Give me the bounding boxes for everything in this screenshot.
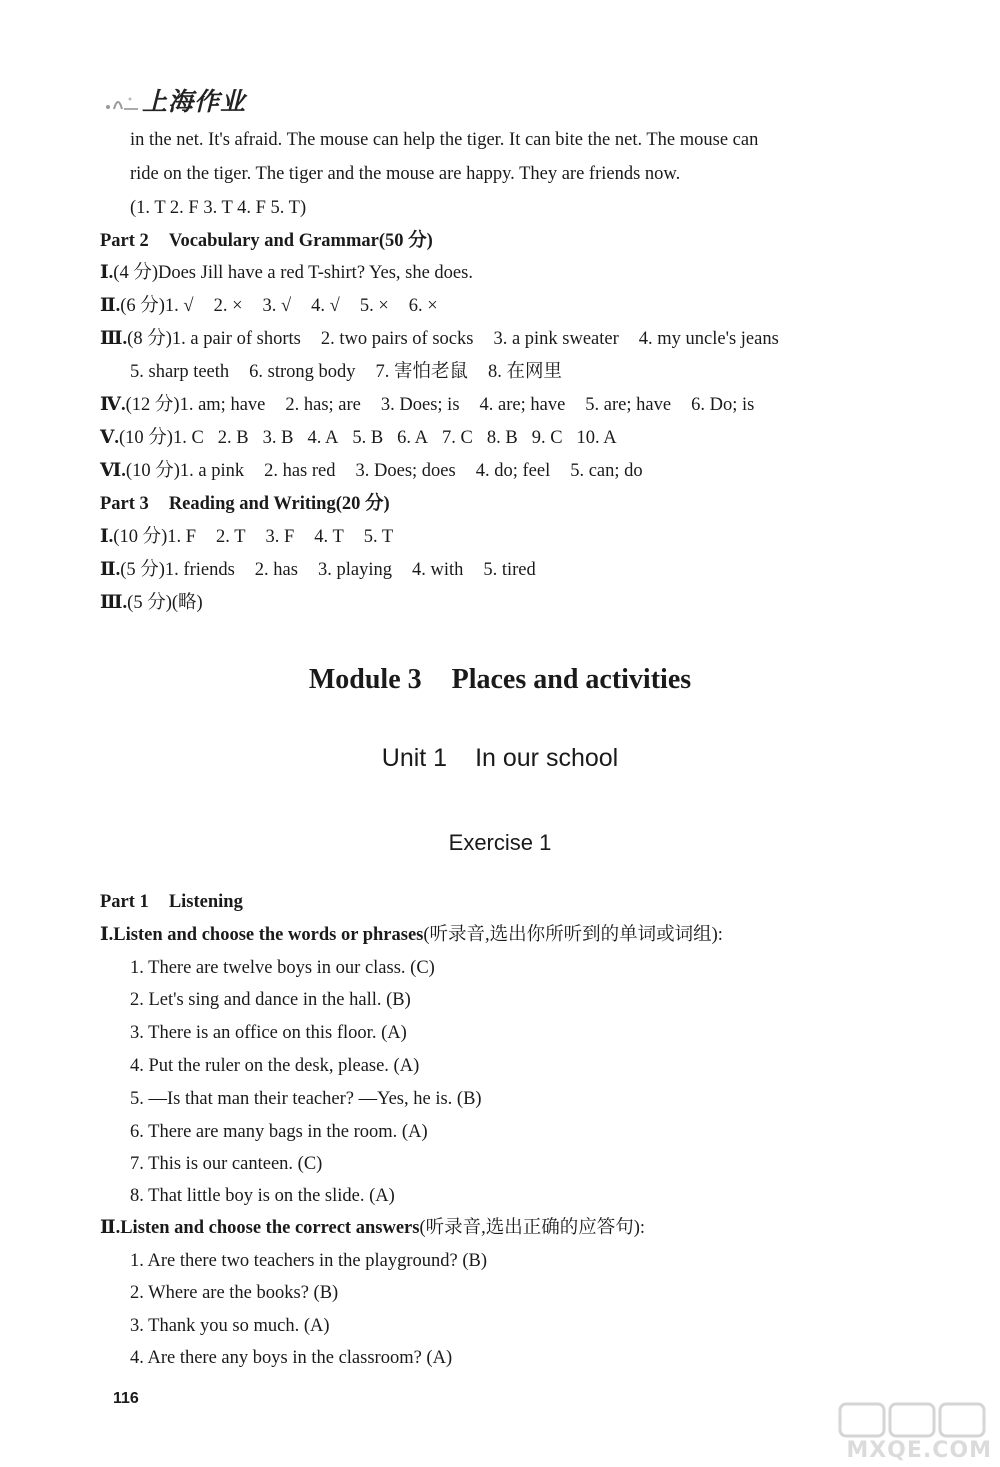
- answer-item: 4. do; feel: [475, 461, 551, 481]
- answer-item: 5. T: [363, 527, 394, 547]
- watermark-logo-icon: [820, 1400, 1000, 1440]
- answer-item: 3. F: [265, 527, 295, 547]
- answer-text: Does Jill have a red T-shirt? Yes, she does.: [157, 263, 473, 283]
- section-points: (5 分): [120, 560, 165, 580]
- section-note: (听录音,选出正确的应答句):: [419, 1218, 646, 1238]
- answer-row: [100, 294, 438, 318]
- answer-row: [100, 327, 779, 351]
- section-points: (10 分): [113, 527, 168, 547]
- part-heading: [100, 890, 243, 914]
- section-roman: Ⅴ.: [100, 428, 119, 448]
- answer-item: 5. can; do: [570, 461, 643, 481]
- list-item: 4. Put the ruler on the desk, please. (A): [130, 1056, 420, 1076]
- section-roman: Ⅳ.: [100, 395, 126, 415]
- section-roman: Ⅰ.: [100, 527, 114, 547]
- section-roman: Ⅲ.: [100, 593, 128, 613]
- story-answers: (1. T 2. F 3. T 4. F 5. T): [130, 198, 307, 218]
- list-item: 3. There is an office on this floor. (A): [130, 1023, 407, 1043]
- section-points: (6 分): [120, 296, 165, 316]
- part-title: Listening: [168, 892, 243, 912]
- part-label: Part 1: [100, 892, 149, 912]
- section-heading: [100, 1216, 645, 1240]
- answer-item: 5. B: [352, 428, 384, 448]
- answer-item: 4. my uncle's jeans: [638, 329, 779, 349]
- answer-item: 3. B: [262, 428, 294, 448]
- section-roman: Ⅲ.: [100, 329, 128, 349]
- answer-item: 6. Do; is: [691, 395, 755, 415]
- list-item: 3. Thank you so much. (A): [130, 1316, 330, 1336]
- answer-item: 5. sharp teeth: [130, 362, 230, 382]
- answer-text: (略): [171, 593, 203, 613]
- answer-item: 2. ×: [213, 296, 243, 316]
- answer-item: 5. tired: [483, 560, 536, 580]
- part-label: Part 2: [100, 231, 149, 251]
- answer-item: 3. √: [262, 296, 292, 316]
- list-item: 4. Are there any boys in the classroom? (A): [130, 1348, 453, 1368]
- answer-item: 8. B: [486, 428, 518, 448]
- unit-heading: [0, 744, 1000, 773]
- answer-item: 4. T: [314, 527, 344, 547]
- part-label: Part 3: [100, 494, 149, 514]
- section-title: Listen and choose the correct answers: [120, 1218, 420, 1238]
- list-item: 8. That little boy is on the slide. (A): [130, 1186, 395, 1206]
- answer-item: 2. B: [217, 428, 249, 448]
- brand-title: 上海作业: [142, 87, 247, 116]
- brand-header: [100, 80, 246, 120]
- module-title: Places and activities: [451, 664, 692, 695]
- section-points: (4 分): [113, 263, 158, 283]
- section-roman: Ⅱ.: [100, 560, 121, 580]
- list-item: 6. There are many bags in the room. (A): [130, 1122, 428, 1142]
- answer-item: 9. C: [531, 428, 563, 448]
- module-label: Module 3: [308, 664, 422, 695]
- answer-item: 3. Does; does: [355, 461, 456, 481]
- brand-logo-icon: [100, 85, 140, 115]
- answer-item: 5. ×: [359, 296, 389, 316]
- section-points: (10 分): [125, 461, 180, 481]
- unit-title: In our school: [475, 744, 619, 772]
- answer-item: 2. T: [216, 527, 246, 547]
- list-item: 2. Let's sing and dance in the hall. (B): [130, 990, 411, 1010]
- answer-item: 6. ×: [408, 296, 438, 316]
- answer-row: [100, 591, 203, 615]
- answer-item: 4. with: [411, 560, 464, 580]
- answer-item: 4. are; have: [479, 395, 566, 415]
- answer-item: 6. A: [397, 428, 428, 448]
- answer-item: 2. two pairs of socks: [320, 329, 474, 349]
- page-number: 116: [113, 1390, 139, 1407]
- part-heading: [100, 229, 433, 253]
- answer-item: 1. C: [172, 428, 204, 448]
- answer-item: 1. friends: [164, 560, 235, 580]
- section-points: (10 分): [118, 428, 173, 448]
- answer-row: [100, 459, 643, 483]
- answer-item: 5. are; have: [585, 395, 672, 415]
- section-roman: Ⅱ.: [100, 1218, 121, 1238]
- answer-item: 4. √: [311, 296, 340, 316]
- list-item: 1. There are twelve boys in our class. (C): [130, 958, 435, 978]
- answer-row: [100, 525, 393, 549]
- section-roman: Ⅱ.: [100, 296, 121, 316]
- list-item: 5. —Is that man their teacher? —Yes, he is. (B): [130, 1089, 482, 1109]
- answer-item: 2. has: [254, 560, 298, 580]
- answer-item: 1. √: [164, 296, 194, 316]
- watermark: [820, 1400, 1000, 1467]
- section-roman: Ⅵ.: [100, 461, 126, 481]
- answer-item: 8. 在网里: [488, 362, 563, 382]
- answer-item: 4. A: [307, 428, 339, 448]
- list-item: 1. Are there two teachers in the playground? (B): [130, 1251, 488, 1271]
- answer-item: 7. 害怕老鼠: [375, 362, 469, 382]
- answer-item: 3. a pink sweater: [493, 329, 619, 349]
- section-heading: [100, 923, 723, 947]
- section-roman: Ⅰ.: [100, 263, 114, 283]
- section-points: (12 分): [125, 395, 180, 415]
- answer-item: 10. A: [576, 428, 617, 448]
- answer-item: 1. am; have: [179, 395, 266, 415]
- story-line: ride on the tiger. The tiger and the mouse are happy. They are friends now.: [130, 164, 681, 184]
- exercise-heading: Exercise 1: [448, 830, 552, 855]
- answer-row: [100, 426, 617, 450]
- watermark-text: MXQE.COM: [846, 1438, 992, 1463]
- section-points: (8 分): [127, 329, 172, 349]
- answer-item: 2. has red: [264, 461, 336, 481]
- answer-item: 6. strong body: [249, 362, 356, 382]
- part-heading: [100, 492, 390, 516]
- answer-row: [100, 558, 536, 582]
- answer-item: 1. a pink: [179, 461, 245, 481]
- section-points: (5 分): [127, 593, 172, 613]
- story-line: in the net. It's afraid. The mouse can help the tiger. It can bite the net. The mouse can: [130, 130, 759, 150]
- part-title: Reading and Writing(20 分): [168, 494, 390, 514]
- answer-row: [100, 261, 473, 285]
- list-item: 2. Where are the books? (B): [130, 1283, 339, 1303]
- section-roman: Ⅰ.: [100, 925, 114, 945]
- answer-item: 7. C: [442, 428, 473, 448]
- answer-item: 3. Does; is: [380, 395, 460, 415]
- answer-item: 3. playing: [317, 560, 392, 580]
- module-heading: [0, 664, 1000, 696]
- list-item: 7. This is our canteen. (C): [130, 1154, 323, 1174]
- answer-item: 1. a pair of shorts: [171, 329, 301, 349]
- section-title: Listen and choose the words or phrases: [113, 925, 424, 945]
- section-note: (听录音,选出你所听到的单词或词组):: [423, 925, 723, 945]
- unit-label: Unit 1: [381, 744, 448, 772]
- answer-item: 2. has; are: [285, 395, 361, 415]
- answer-row: [130, 360, 562, 384]
- answer-item: 1. F: [167, 527, 197, 547]
- part-title: Vocabulary and Grammar(50 分): [168, 231, 433, 251]
- answer-row: [100, 393, 754, 417]
